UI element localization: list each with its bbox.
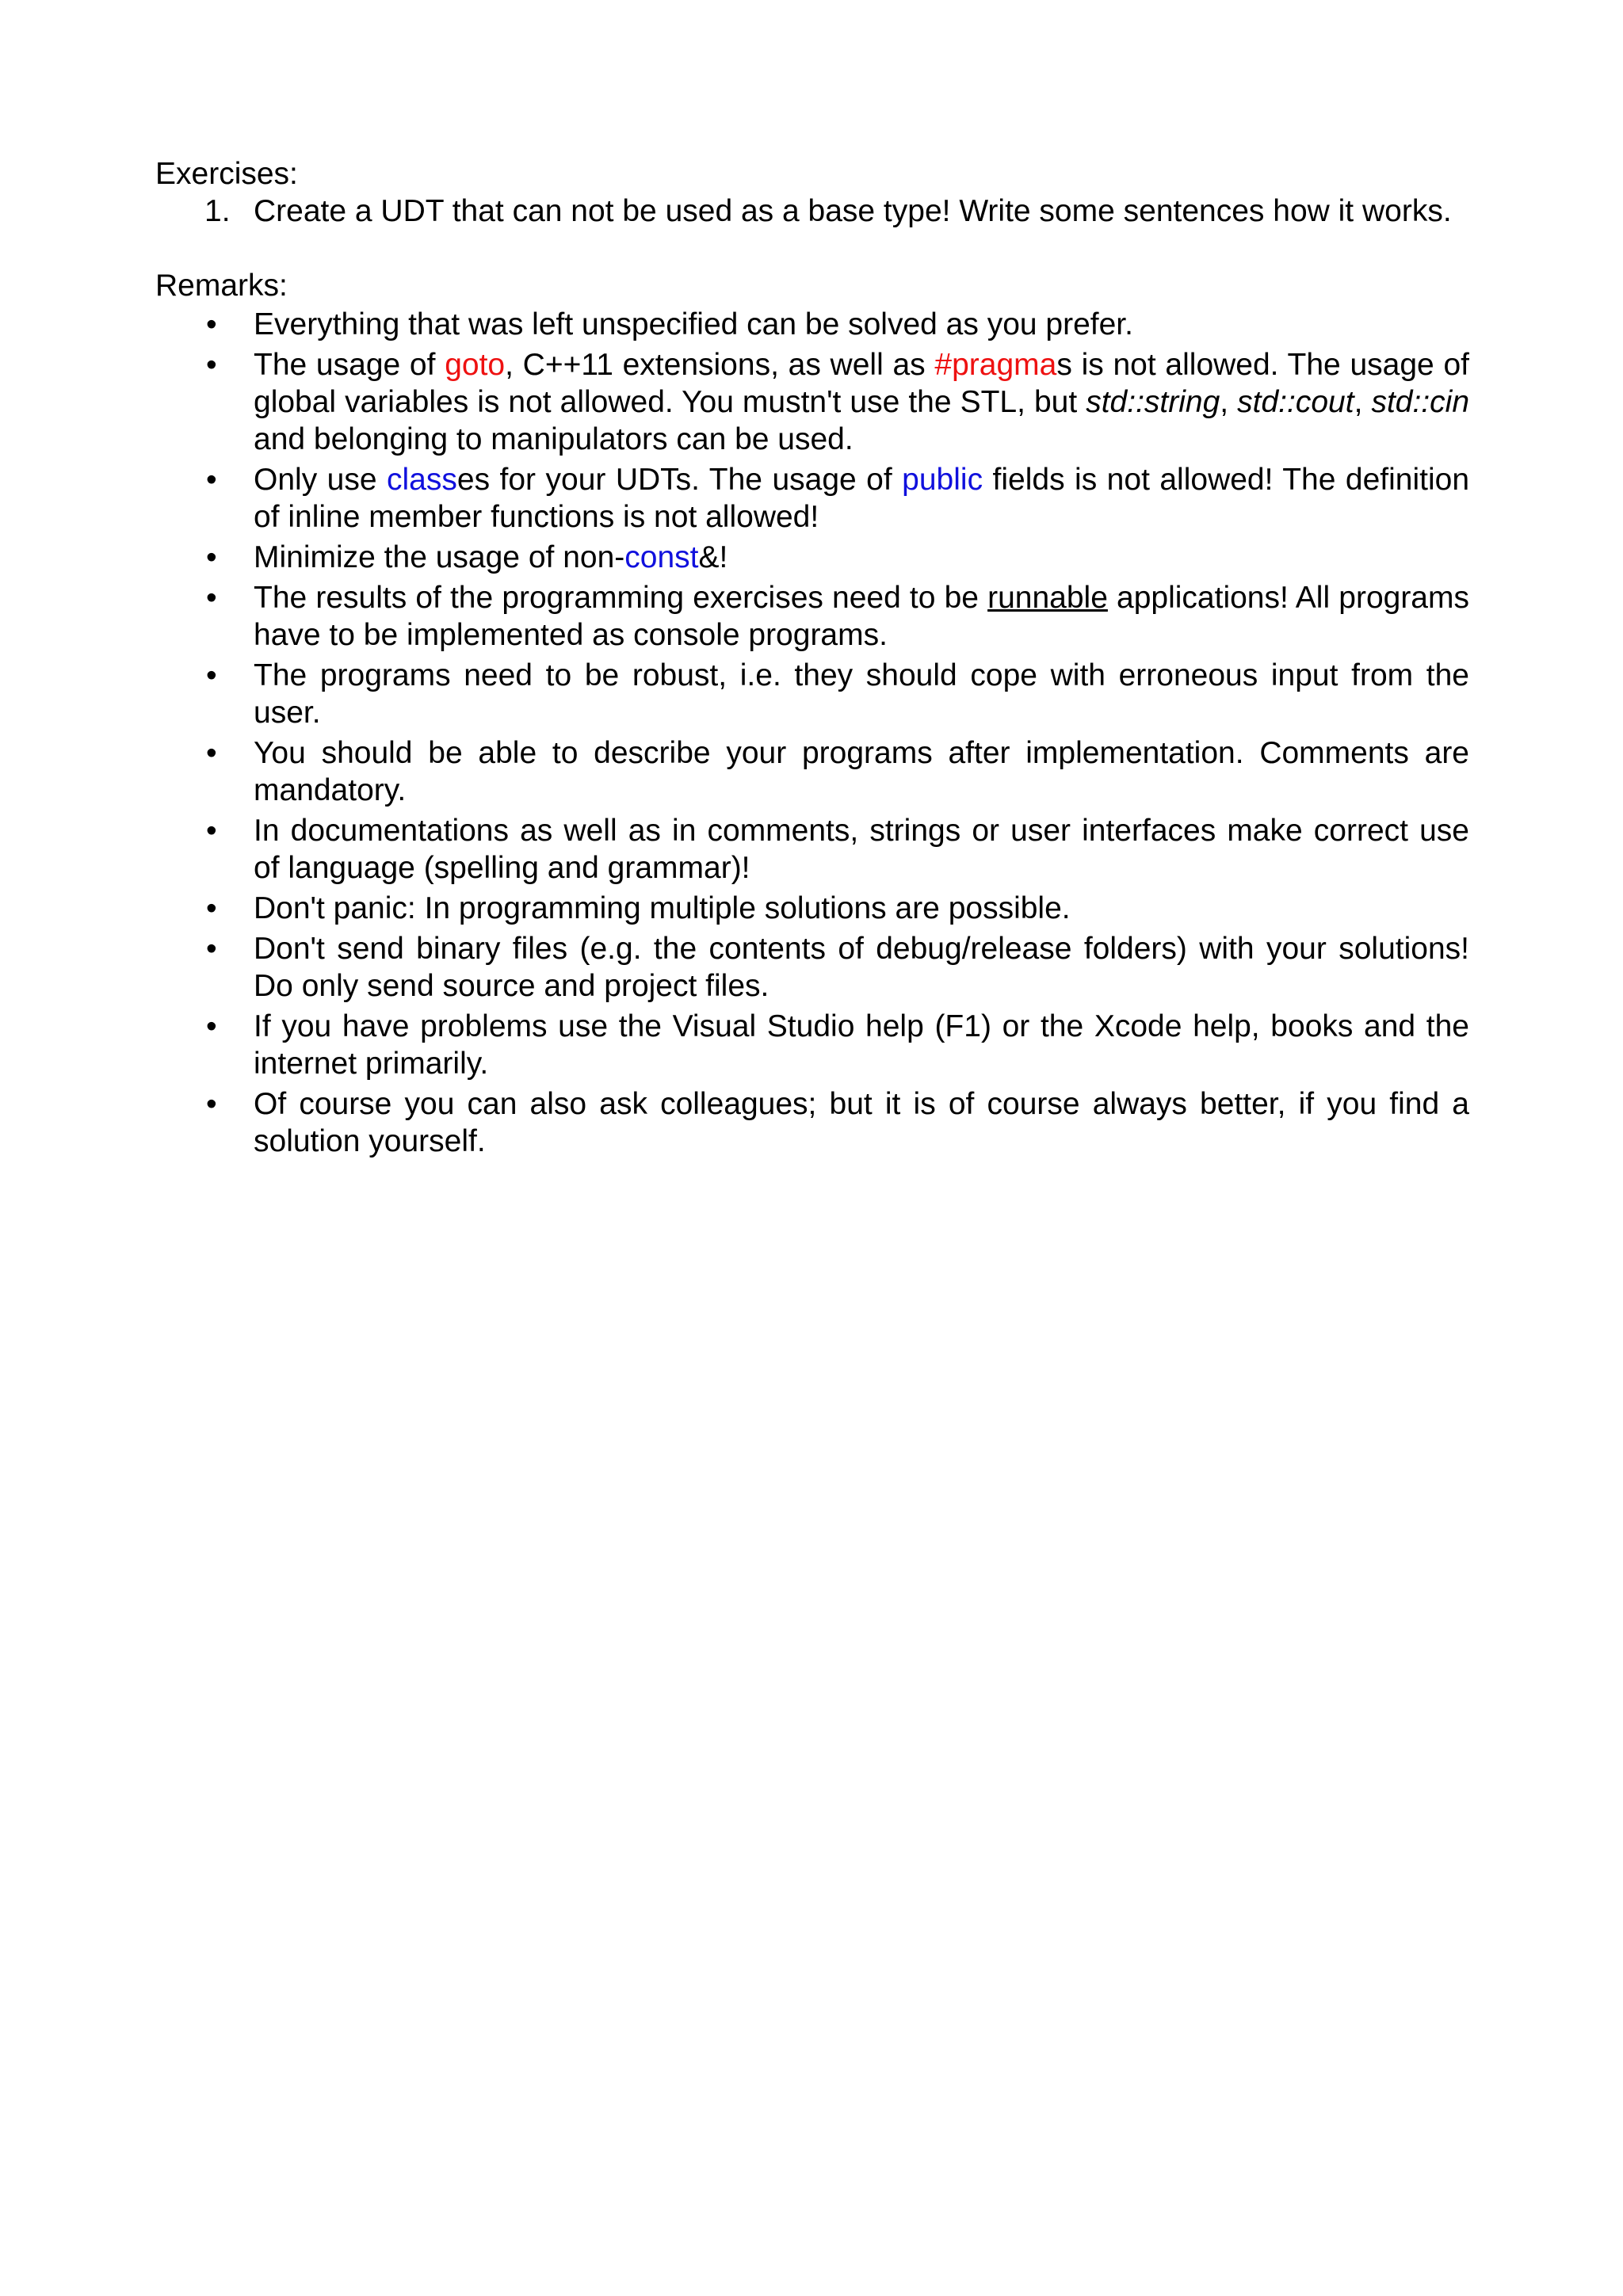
remark-text: es for your UDTs. The usage of (456, 463, 903, 497)
exercise-list (155, 193, 1469, 230)
remark-text: , (1354, 385, 1372, 419)
underlined-runnable: runnable (987, 581, 1108, 615)
keyword-public: public (902, 463, 983, 497)
bullet-icon: • (206, 581, 217, 615)
remark-text: , (1220, 385, 1238, 419)
remark-text: applications! All programs have to be implemented as console programs. (254, 581, 1469, 652)
remark-item (155, 346, 1469, 458)
remark-text: In documentations as well as in comments, strings or user interfaces make correct use of language (spelling and grammar)! (254, 814, 1469, 885)
remark-text: Everything that was left unspecified can be solved as you prefer. (254, 307, 1133, 341)
bullet-icon: • (206, 891, 217, 925)
bullet-icon: • (206, 1009, 217, 1043)
bullet-icon: • (206, 736, 217, 770)
remark-text: You should be able to describe your programs after implementation. Comments are mandatory. (254, 736, 1469, 807)
remark-item (155, 1008, 1469, 1082)
keyword-goto: goto (445, 348, 506, 382)
remark-text: The programs need to be robust, i.e. they should cope with erroneous input from the user. (254, 658, 1469, 730)
remarks-heading: Remarks: (155, 269, 288, 303)
remark-item (155, 734, 1469, 809)
remark-text: Don't send binary files (e.g. the contents of debug/release folders) with your solutions! Do only send source and project files. (254, 932, 1469, 1003)
document-body (155, 155, 1469, 1160)
remark-item (155, 657, 1469, 731)
remark-list (155, 306, 1469, 1160)
remark-text: and belonging to manipulators can be used. (254, 422, 854, 456)
remark-text: fields is not allowed! The definition of inline member functions is not allowed! (254, 463, 1470, 534)
code-std-string: std::string (1086, 385, 1220, 419)
remark-text: Don't panic: In programming multiple solutions are possible. (254, 891, 1071, 925)
keyword-const: const (624, 540, 699, 574)
bullet-icon: • (206, 814, 217, 848)
remark-text: Minimize the usage of non- (254, 540, 625, 574)
code-std-cout: std::cout (1237, 385, 1354, 419)
keyword-pragma: #pragma (934, 348, 1057, 382)
bullet-icon: • (206, 540, 217, 574)
exercise-item (155, 193, 1469, 230)
bullet-icon: • (206, 307, 217, 341)
remark-text: , C++11 extensions, as well as (505, 348, 935, 382)
exercise-number: 1. (204, 194, 231, 228)
remark-item (155, 579, 1469, 654)
remark-text: s is not allowed. The usage of global variables is not allowed. You mustn't use the STL, but (254, 348, 1470, 419)
remark-item (155, 930, 1469, 1005)
remark-item (155, 539, 1469, 576)
bullet-icon: • (206, 932, 217, 966)
remark-item (155, 812, 1469, 887)
keyword-class: class (387, 463, 457, 497)
remark-item (155, 1085, 1469, 1160)
section-spacer (155, 230, 1469, 267)
remark-text: The usage of (254, 348, 445, 382)
exercise-text: Create a UDT that can not be used as a base type! Write some sentences how it works. (254, 194, 1452, 228)
remark-item (155, 306, 1469, 343)
remark-text: Only use (254, 463, 388, 497)
remark-item (155, 890, 1469, 927)
remark-item (155, 461, 1469, 536)
exercises-heading: Exercises: (155, 157, 298, 191)
bullet-icon: • (206, 658, 217, 692)
remark-text: If you have problems use the Visual Studio help (F1) or the Xcode help, books and the internet primarily. (254, 1009, 1469, 1081)
code-std-cin: std::cin (1371, 385, 1470, 419)
bullet-icon: • (206, 463, 217, 497)
bullet-icon: • (206, 1087, 217, 1121)
remark-text: Of course you can also ask colleagues; but it is of course always better, if you find a solution yourself. (254, 1087, 1469, 1158)
bullet-icon: • (206, 348, 217, 382)
remark-text: The results of the programming exercises need to be (254, 581, 988, 615)
remark-text: &! (698, 540, 728, 574)
